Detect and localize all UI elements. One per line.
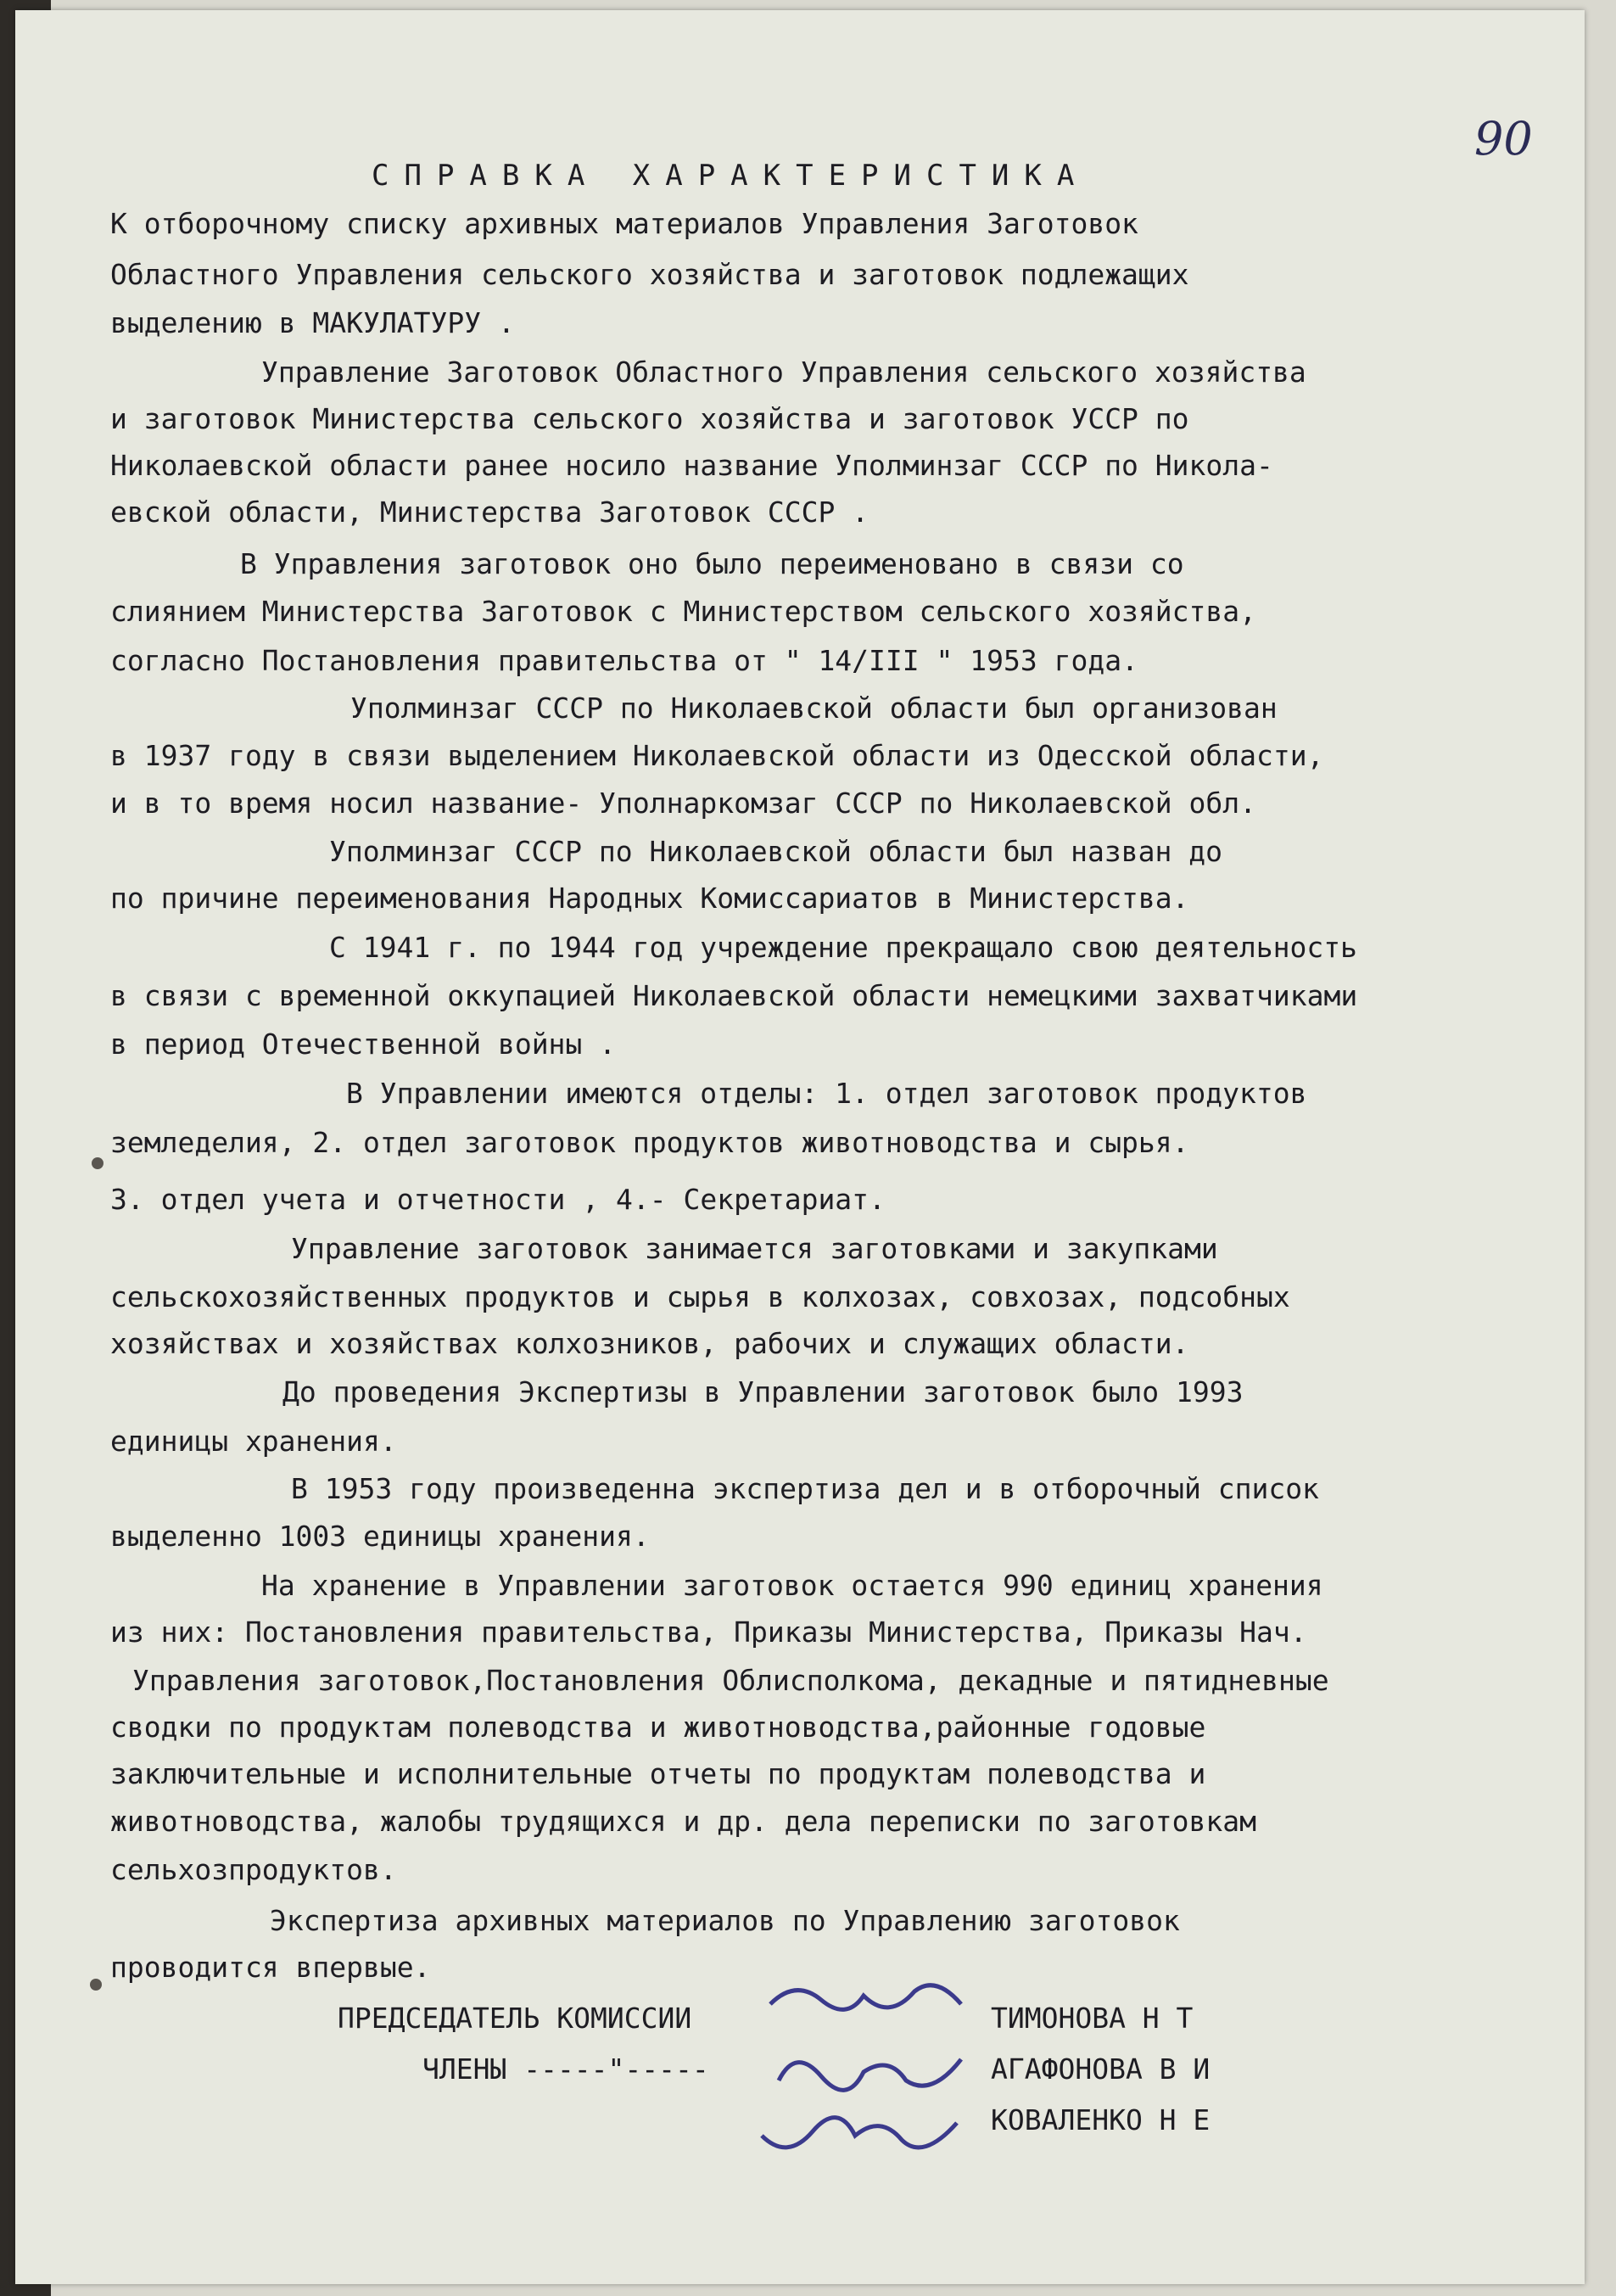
body-line: в период Отечественной войны . — [110, 1028, 617, 1061]
document-title: СПРАВКА ХАРАКТЕРИСТИКА — [372, 159, 1090, 193]
body-line: Уполминзаг СССР по Николаевской области был назван до — [329, 835, 1222, 868]
body-line: Управление Заготовок Областного Управления сельского хозяйства — [261, 356, 1306, 389]
body-line: согласно Постановления правительства от " 14/III " 1953 года. — [110, 644, 1138, 677]
document-page — [15, 10, 1585, 2284]
body-line: сводки по продуктам полеводства и животноводства,районные годовые — [110, 1711, 1206, 1744]
body-line: хозяйствах и хозяйствах колхозников, рабочих и служащих области. — [110, 1327, 1189, 1360]
body-line: и заготовок Министерства сельского хозяйства и заготовок УССР по — [110, 402, 1189, 435]
body-line: единицы хранения. — [110, 1425, 397, 1458]
body-line: земледелия, 2. отдел заготовок продуктов животноводства и сырья. — [110, 1126, 1189, 1159]
body-line: Уполминзаг СССР по Николаевской области был организован — [350, 692, 1278, 725]
body-line: из них: Постановления правительства, Приказы Министерства, Приказы Нач. — [110, 1616, 1307, 1649]
handwritten-signature-2 — [770, 2030, 974, 2106]
handwritten-signature-3 — [753, 2097, 974, 2174]
chair-label: ПРЕДСЕДАТЕЛЬ КОМИССИИ — [338, 2002, 692, 2035]
body-line: С 1941 г. по 1944 год учреждение прекращало свою деятельность — [329, 931, 1357, 964]
body-line: До проведения Экспертизы в Управлении заготовок было 1993 — [282, 1375, 1244, 1408]
body-line: В 1953 году произведенна экспертиза дел и в отборочный список — [291, 1472, 1319, 1505]
body-line: Управления заготовок,Постановления Облисполкома, декадные и пятидневные — [132, 1664, 1329, 1697]
body-line: евской области, Министерства Заготовок СССР . — [110, 496, 870, 529]
body-line: в 1937 году в связи выделением Николаевской области из Одесской области, — [110, 739, 1324, 772]
body-line: и в то время носил название- Уполнаркомзаг СССР по Николаевской обл. — [110, 787, 1257, 820]
body-line: сельхозпродуктов. — [110, 1853, 397, 1886]
body-line: в связи с временной оккупацией Николаевской области немецкими захватчиками — [110, 979, 1358, 1012]
margin-hole — [90, 1979, 102, 1991]
body-line: заключительные и исполнительные отчеты по продуктам полеводства и — [110, 1757, 1206, 1790]
body-line: На хранение в Управлении заготовок остается 990 единиц хранения — [261, 1569, 1323, 1602]
body-line: В Управлении имеются отделы: 1. отдел заготовок продуктов — [346, 1077, 1307, 1110]
body-line: животноводства, жалобы трудящихся и др. дела переписки по заготовкам — [110, 1805, 1257, 1838]
body-line: 3. отдел учета и отчетности , 4.- Секретариат. — [110, 1183, 886, 1216]
body-line: по причине переименования Народных Комиссариатов в Министерства. — [110, 882, 1189, 915]
body-line: проводится впервые. — [110, 1951, 431, 1984]
members-label: ЧЛЕНЫ -----"----- — [422, 2052, 709, 2086]
body-line: Управление заготовок занимается заготовками и закупками — [291, 1232, 1218, 1265]
signature-name-1: ТИМОНОВА Н Т — [991, 2002, 1194, 2035]
body-line: Областного Управления сельского хозяйства и заготовок подлежащих — [110, 258, 1189, 291]
body-line: В Управления заготовок оно было переименовано в связи со — [240, 547, 1184, 580]
body-line: слиянием Министерства Заготовок с Министерством сельского хозяйства, — [110, 595, 1257, 628]
margin-hole — [92, 1157, 103, 1169]
body-line: К отборочному списку архивных материалов Управления Заготовок — [110, 207, 1138, 240]
body-line: Экспертиза архивных материалов по Управлению заготовок — [270, 1904, 1180, 1937]
body-line: выделению в МАКУЛАТУРУ . — [110, 306, 515, 339]
body-line: сельскохозяйственных продуктов и сырья в колхозах, совхозах, подсобных — [110, 1280, 1290, 1313]
signature-name-3: КОВАЛЕНКО Н Е — [991, 2103, 1211, 2136]
page-number: 90 — [1474, 112, 1533, 165]
signature-name-2: АГАФОНОВА В И — [991, 2052, 1211, 2086]
body-line: выделенно 1003 единицы хранения. — [110, 1520, 650, 1553]
body-line: Николаевской области ранее носило название Уполминзаг СССР по Никола- — [110, 449, 1273, 482]
